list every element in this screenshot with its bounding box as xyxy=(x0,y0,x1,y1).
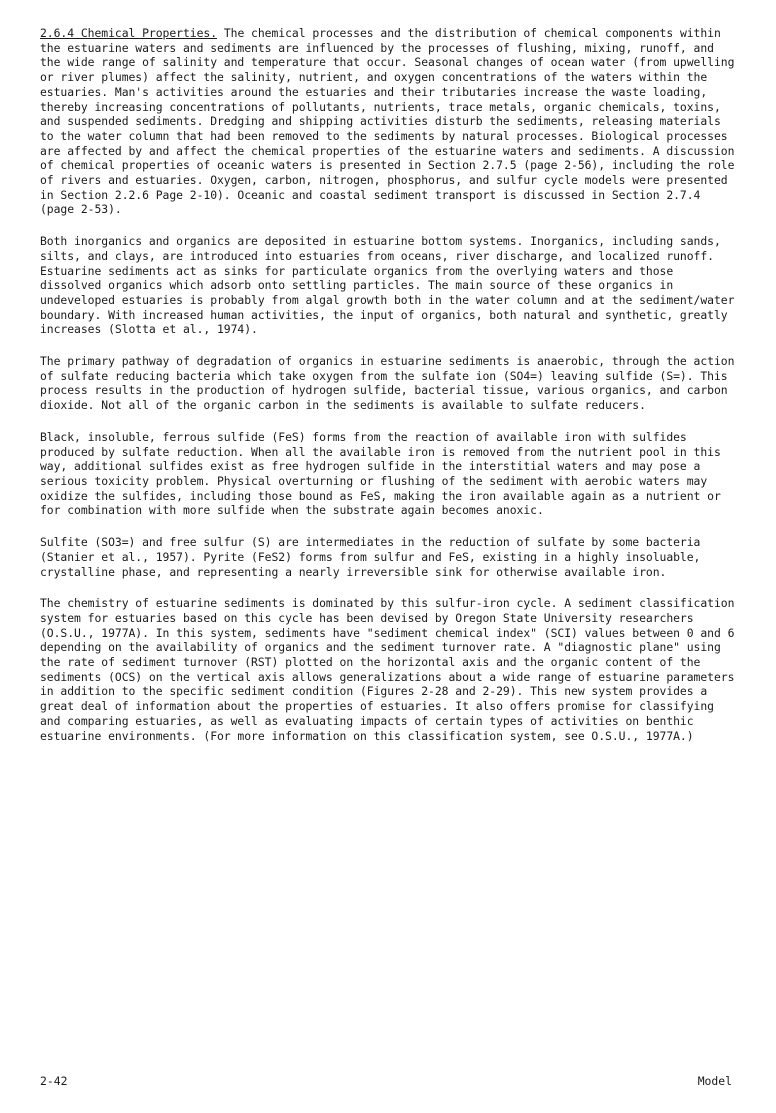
paragraph-2: Both inorganics and organics are deposited in estuarine bottom systems. Inorganics, including sands, silts, and clays, are introduced into estuaries from oceans, river discharge, and localized runoff. Estuarine sediments act as sinks for particulate organics from the overlying waters and those dissolved organics which adsorb onto settling particles. The main source of these organics in undeveloped estuaries is probably from algal growth both in the water column and at the sediment/water boundary. With increased human activities, the input of organics, both natural and synthetic, greatly increases (Slotta et al., 1974). xyxy=(40,234,735,337)
paragraph-5: Sulfite (SO3=) and free sulfur (S) are intermediates in the reduction of sulfate by some bacteria (Stanier et al., 1957). Pyrite (FeS2) forms from sulfur and FeS, existing in a highly insoluable, crystalline phase, and representing a nearly irreversible sink for otherwise available iron. xyxy=(40,535,701,579)
paragraph-1-text: The chemical processes and the distribution of chemical components within the estuarine waters and sediments are influenced by the processes of flushing, mixing, runoff, and the wide range of salinity and temperature that occur. Seasonal changes of ocean water (from upwelling or river plumes) affect the salinity, nutrient, and oxygen concentrations of the waters within the estuaries. Man's activities around the estuaries and their tributaries increase the waste loading, thereby increasing concentrations of pollutants, nutrients, trace metals, organic chemicals, toxins, and suspended sediments. Dredging and shipping activities disturb the sediments, releasing materials to the water column that had been removed to the sediments by natural processes. Biological processes are affected by and affect the chemical properties of the estuarine waters and sediments. A discussion of chemical properties of oceanic waters is presented in Section 2.7.5 (page 2-56), including the role of rivers and estuaries. Oxygen, carbon, nitrogen, phosphorus, and sulfur cycle models were presented in Section 2.2.6 Page 2-10). Oceanic and coastal sediment transport is discussed in Section 2.7.4 (page 2-53). xyxy=(40,26,735,217)
paragraph-3: The primary pathway of degradation of organics in estuarine sediments is anaerobic, through the action of sulfate reducing bacteria which take oxygen from the sulfate ion (SO4=) leaving sulfide (S=). This process results in the production of hydrogen sulfide, bacterial tissue, various organics, and carbon dioxide. Not all of the organic carbon in the sediments is available to sulfate reducers. xyxy=(40,354,735,413)
page-number: 2-42 xyxy=(40,1074,68,1088)
paragraph-6: The chemistry of estuarine sediments is dominated by this sulfur-iron cycle. A sediment classification system for estuaries based on this cycle has been devised by Oregon State University researchers (O.S.U., 1977A). In this system, sediments have "sediment chemical index" (SCI) values between 0 and 6 depending on the availability of organics and the sediment turnover rate. A "diagnostic plane" using the rate of sediment turnover (RST) plotted on the horizontal axis and the organic content of the sediments (OCS) on the vertical axis allows generalizations about a wide range of estuarine parameters in addition to the specific sediment condition (Figures 2-28 and 2-29). This new system provides a great deal of information about the properties of estuaries. It also offers promise for classifying and comparing estuaries, as well as evaluating impacts of certain types of activities on benthic estuarine environments. (For more information on this classification system, see O.S.U., 1977A.) xyxy=(40,596,735,743)
paragraph-4: Black, insoluble, ferrous sulfide (FeS) forms from the reaction of available iron with sulfides produced by sulfate reduction. When all the available iron is removed from the nutrient pool in this way, additional sulfides exist as free hydrogen sulfide in the interstitial waters and may pose a serious toxicity problem. Physical overturning or flushing of the sediment with aerobic waters may oxidize the sulfides, including those bound as FeS, making the iron available again as a nutrient or for combination with more sulfide when the substrate again becomes anoxic. xyxy=(40,429,721,518)
section-heading: 2.6.4 Chemical Properties. xyxy=(40,26,218,40)
paragraph-1 xyxy=(40,26,740,217)
footer-label: Model xyxy=(697,1074,732,1088)
section-body xyxy=(40,26,740,760)
